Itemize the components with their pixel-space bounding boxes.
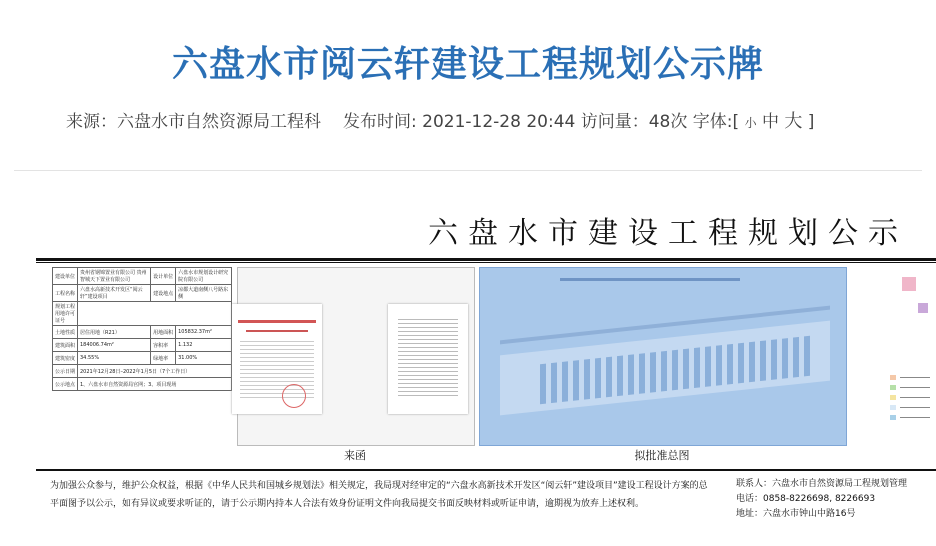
font-small-link[interactable]: 小 (744, 116, 757, 130)
table-cell: 建筑面积 (53, 339, 78, 352)
site-plan-image (479, 267, 847, 446)
contact-phone: 电话：0858-8226698, 8226693 (736, 494, 876, 504)
table-cell: 用地面积 (151, 326, 176, 339)
legend-swatch (890, 375, 896, 380)
letter-document-2 (388, 304, 468, 414)
legend-swatch (890, 405, 896, 410)
table-cell: 2021年12月28日–2022年1月5日（7个工作日） (78, 365, 232, 378)
article-meta (66, 107, 814, 133)
notice-text: 为加强公众参与，维护公众权益，根据《中华人民共和国城乡规划法》相关规定，我局现对经审定的“六盘水高新技术开发区“阅云轩”建设项目”建设工程设计方案的总平面图予以公示，如有异议或要求听证的，请于公示期内持本人合法有效身份证明文件向我局提交书面反映材料或听证申请，逾期视为放弃上述权利。 (50, 481, 708, 509)
table-cell: 建设地点 (151, 285, 176, 302)
table-row (53, 352, 232, 365)
letter-image (237, 267, 475, 446)
table-cell: 建设单位 (53, 268, 78, 285)
table-cell (78, 302, 232, 326)
table-row (53, 268, 232, 285)
stamp-icon (282, 384, 306, 408)
legend-swatch (890, 415, 896, 420)
table-cell: 184006.74m² (78, 339, 151, 352)
table-cell: 31.00% (176, 352, 232, 365)
board-rule-top-thin (36, 262, 936, 263)
table-cell: 六盘水市规划设计研究院有限公司 (176, 268, 232, 285)
plan-legend (878, 267, 936, 444)
table-row (53, 285, 232, 302)
table-row (53, 339, 232, 352)
contact-address: 地址：六盘水市钟山中路16号 (736, 509, 856, 519)
contact-block (736, 477, 936, 522)
table-cell: 六盘水高新技术开发区“阅云轩”建设项目 (78, 285, 151, 302)
board-rule-bottom (36, 469, 936, 471)
table-cell: 容积率 (151, 339, 176, 352)
legend-swatch (890, 385, 896, 390)
table-cell: 34.55% (78, 352, 151, 365)
notice-board-image (36, 188, 936, 546)
font-large-link[interactable]: 大 (784, 111, 803, 132)
table-cell: 1、六盘水市自然资源局官网；3、项目现场 (78, 378, 232, 391)
table-row (53, 302, 232, 326)
contact-person: 联系人：六盘水市自然资源局工程规划管理 (736, 479, 908, 489)
table-cell: 居住用地（R21） (78, 326, 151, 339)
letter-caption: 来函 (344, 449, 366, 462)
publish-time: 发布时间: 2021-12-28 20:44 (343, 112, 576, 132)
legend-swatch (890, 395, 896, 400)
font-size-close: ] (807, 112, 815, 132)
table-cell: 工程名称 (53, 285, 78, 302)
table-row (53, 378, 232, 391)
font-medium-link[interactable]: 中 (761, 112, 779, 132)
font-size-label: 字体:[ (692, 112, 740, 132)
project-info-table (52, 267, 232, 391)
table-cell: 建筑密度 (53, 352, 78, 365)
table-row (53, 365, 232, 378)
table-cell: 公示日期 (53, 365, 78, 378)
table-cell: 105832.37m² (176, 326, 232, 339)
table-cell: 规划工程用地许可证号 (53, 302, 78, 326)
legend-color-purple (918, 303, 928, 313)
board-heading: 六盘水市建设工程规划公示 (428, 216, 908, 251)
table-cell: 设计单位 (151, 268, 176, 285)
source-text: 来源：六盘水市自然资源局工程科 (66, 112, 321, 132)
view-count: 访问量：48次 (580, 112, 688, 132)
divider (14, 170, 922, 171)
table-cell: 公示地点 (53, 378, 78, 391)
table-cell: 绿地率 (151, 352, 176, 365)
table-cell: 1.132 (176, 339, 232, 352)
page-title: 六盘水市阅云轩建设工程规划公示牌 (171, 44, 764, 85)
table-cell: 土地性质 (53, 326, 78, 339)
board-rule-top (36, 258, 936, 261)
table-cell: 凉都大道南侧八号路东侧 (176, 285, 232, 302)
legend-color-pink (902, 277, 916, 291)
plan-caption: 拟批准总图 (634, 449, 690, 462)
letter-document (232, 304, 322, 414)
table-row (53, 326, 232, 339)
table-cell: 贵州省钢锦置业有限公司 贵州智城天下置业有限公司 (78, 268, 151, 285)
